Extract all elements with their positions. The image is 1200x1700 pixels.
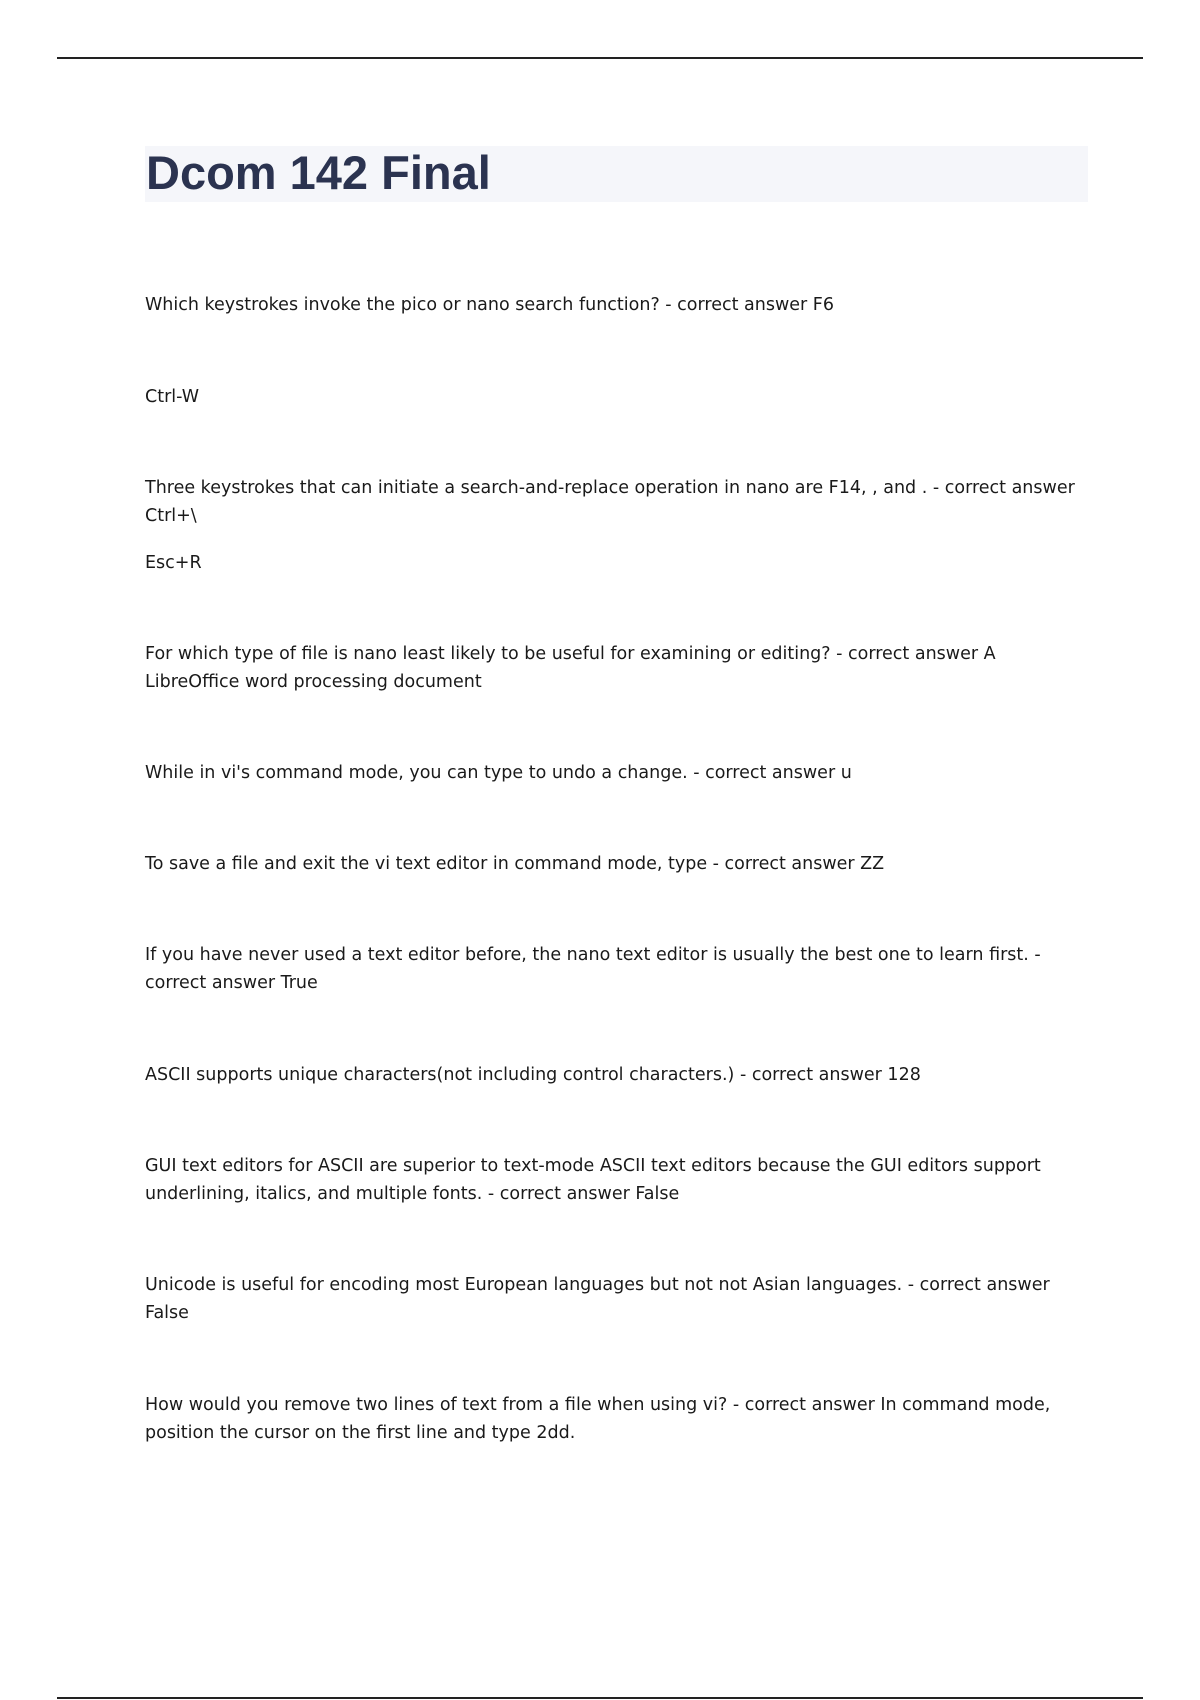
paragraph-5: For which type of file is nano least likely to be useful for examining or editing? - correct answer A LibreOffice word processing document [145, 644, 996, 692]
paragraph-7: To save a file and exit the vi text editor in command mode, type - correct answer ZZ [145, 854, 885, 874]
paragraph-4: Esc+R [145, 553, 202, 573]
paragraph-8: If you have never used a text editor before, the nano text editor is usually the best one to learn first. - correct answer True [145, 945, 1041, 993]
paragraph-12: How would you remove two lines of text from a file when using vi? - correct answer In command mode, position the cursor on the first line and type 2dd. [145, 1395, 1051, 1443]
paragraph-9: ASCII supports unique characters(not including control characters.) - correct answer 128 [145, 1065, 921, 1085]
document-title: Dcom 142 Final [146, 146, 491, 199]
paragraph-2: Ctrl-W [145, 387, 200, 407]
paragraph-3: Three keystrokes that can initiate a search-and-replace operation in nano are F14, , and . - correct answer Ctrl+\ [145, 478, 1075, 526]
paragraph-10: GUI text editors for ASCII are superior to text-mode ASCII text editors because the GUI editors support underlining, italics, and multiple fonts. - correct answer False [145, 1156, 1041, 1204]
header-rule [57, 57, 1143, 59]
paragraph-11: Unicode is useful for encoding most European languages but not not Asian languages. - correct answer False [145, 1275, 1050, 1323]
paragraph-1: Which keystrokes invoke the pico or nano search function? - correct answer F6 [145, 295, 834, 315]
paragraph-6: While in vi's command mode, you can type to undo a change. - correct answer u [145, 763, 852, 783]
footer-rule [57, 1697, 1143, 1699]
